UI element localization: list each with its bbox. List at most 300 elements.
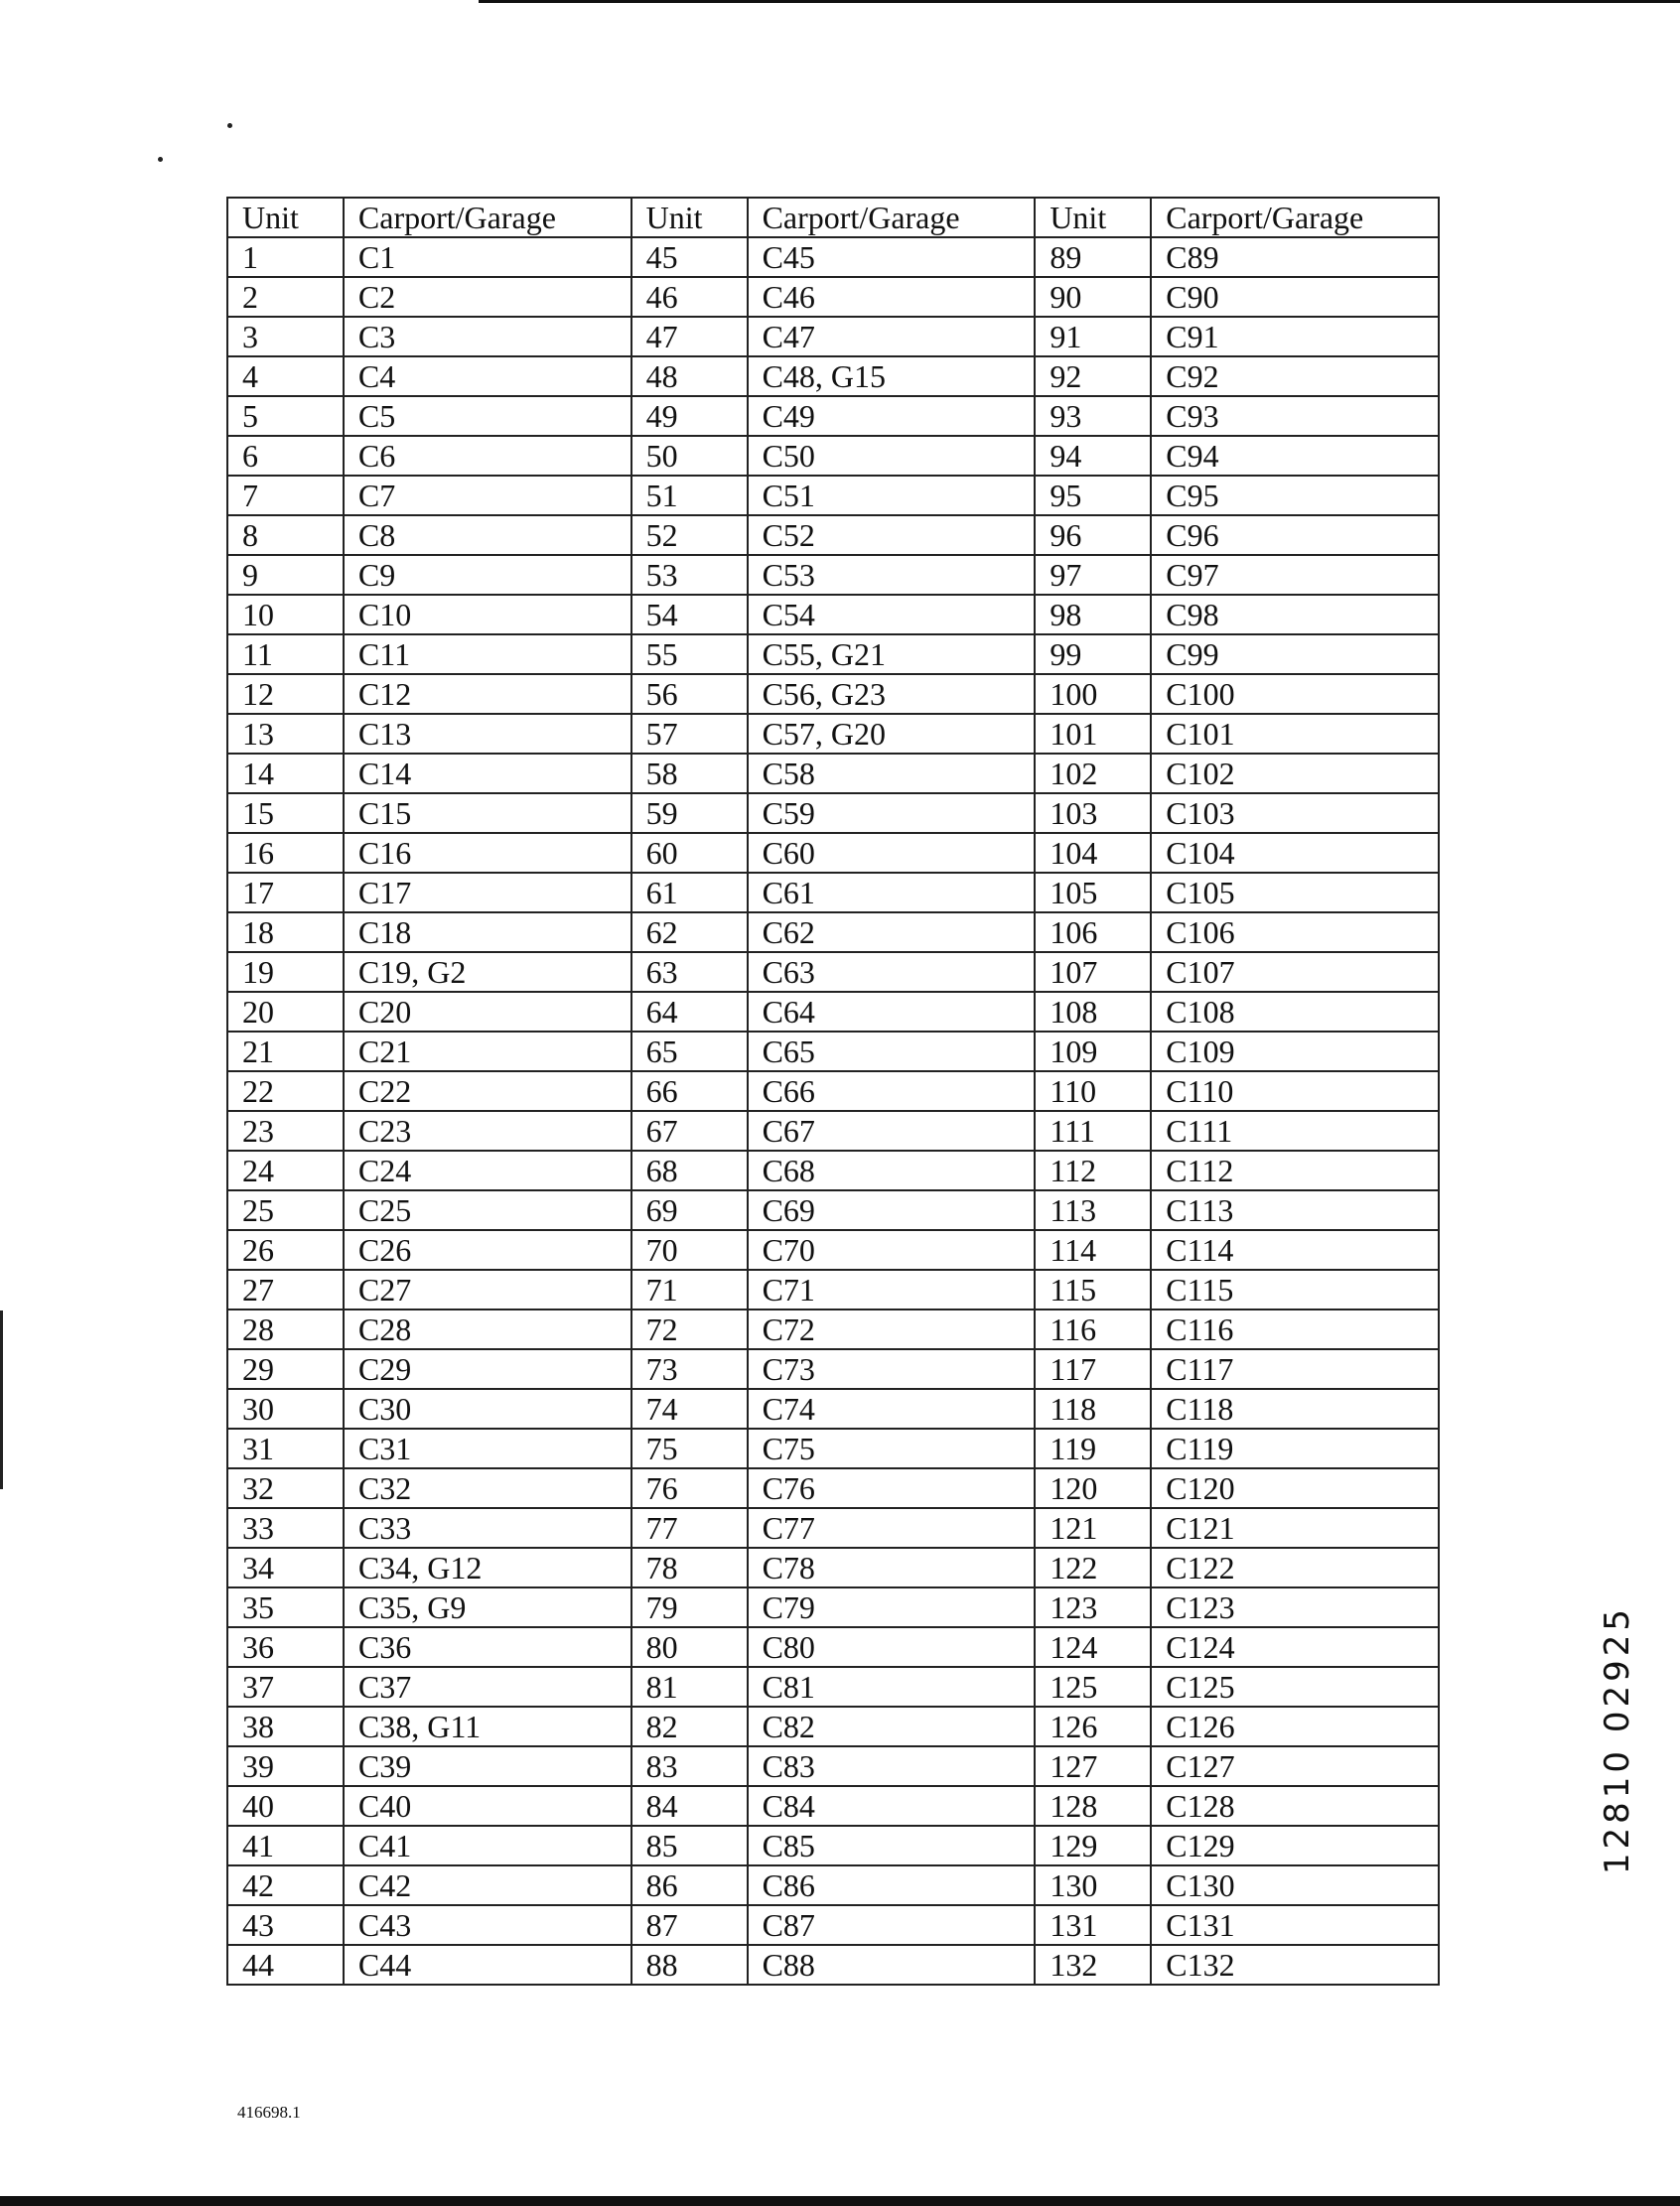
- carport-garage-cell: C48, G15: [748, 356, 1036, 396]
- carport-garage-cell: C14: [344, 754, 631, 793]
- carport-garage-cell: C103: [1151, 793, 1439, 833]
- table-row: [227, 754, 1439, 793]
- carport-garage-cell: C90: [1151, 277, 1439, 317]
- scan-speck: [158, 157, 163, 162]
- carport-garage-cell: C32: [344, 1468, 631, 1508]
- carport-garage-cell: C124: [1151, 1627, 1439, 1667]
- table-row: [227, 277, 1439, 317]
- unit-cell: 36: [227, 1627, 344, 1667]
- unit-cell: 99: [1035, 634, 1151, 674]
- table-row: [227, 1786, 1439, 1826]
- unit-cell: 34: [227, 1548, 344, 1587]
- carport-garage-cell: C71: [748, 1270, 1036, 1310]
- carport-garage-cell: C94: [1151, 436, 1439, 476]
- table-row: [227, 356, 1439, 396]
- carport-garage-cell: C117: [1151, 1349, 1439, 1389]
- table-row: [227, 674, 1439, 714]
- unit-cell: 40: [227, 1786, 344, 1826]
- unit-cell: 124: [1035, 1627, 1151, 1667]
- carport-garage-cell: C128: [1151, 1786, 1439, 1826]
- table-row: [227, 1905, 1439, 1945]
- unit-carport-table: [226, 197, 1440, 1986]
- unit-cell: 1: [227, 237, 344, 277]
- unit-cell: 116: [1035, 1310, 1151, 1349]
- carport-garage-cell: C49: [748, 396, 1036, 436]
- unit-cell: 59: [631, 793, 748, 833]
- carport-garage-cell: C29: [344, 1349, 631, 1389]
- unit-cell: 47: [631, 317, 748, 356]
- unit-cell: 77: [631, 1508, 748, 1548]
- unit-cell: 51: [631, 476, 748, 515]
- carport-garage-cell: C13: [344, 714, 631, 754]
- carport-garage-cell: C7: [344, 476, 631, 515]
- unit-cell: 10: [227, 595, 344, 634]
- scan-edge-mark: [0, 1310, 3, 1489]
- table-row: [227, 1865, 1439, 1905]
- table-row: [227, 595, 1439, 634]
- carport-garage-cell: C42: [344, 1865, 631, 1905]
- unit-cell: 83: [631, 1746, 748, 1786]
- unit-cell: 115: [1035, 1270, 1151, 1310]
- carport-garage-cell: C108: [1151, 992, 1439, 1032]
- carport-garage-cell: C63: [748, 952, 1036, 992]
- carport-garage-cell: C86: [748, 1865, 1036, 1905]
- carport-garage-cell: C19, G2: [344, 952, 631, 992]
- unit-cell: 132: [1035, 1945, 1151, 1985]
- carport-garage-cell: C95: [1151, 476, 1439, 515]
- carport-garage-cell: C106: [1151, 912, 1439, 952]
- table-row: [227, 436, 1439, 476]
- unit-cell: 32: [227, 1468, 344, 1508]
- unit-cell: 75: [631, 1429, 748, 1468]
- carport-garage-cell: C2: [344, 277, 631, 317]
- unit-cell: 125: [1035, 1667, 1151, 1707]
- carport-garage-cell: C100: [1151, 674, 1439, 714]
- unit-cell: 113: [1035, 1190, 1151, 1230]
- carport-garage-cell: C72: [748, 1310, 1036, 1349]
- unit-cell: 130: [1035, 1865, 1151, 1905]
- unit-cell: 126: [1035, 1707, 1151, 1746]
- unit-cell: 55: [631, 634, 748, 674]
- unit-cell: 14: [227, 754, 344, 793]
- unit-cell: 62: [631, 912, 748, 952]
- unit-cell: 7: [227, 476, 344, 515]
- header-carport-garage: Carport/Garage: [344, 198, 631, 237]
- carport-garage-cell: C41: [344, 1826, 631, 1865]
- unit-cell: 129: [1035, 1826, 1151, 1865]
- unit-cell: 96: [1035, 515, 1151, 555]
- table-row: [227, 476, 1439, 515]
- carport-garage-cell: C67: [748, 1111, 1036, 1151]
- unit-cell: 121: [1035, 1508, 1151, 1548]
- carport-garage-cell: C26: [344, 1230, 631, 1270]
- unit-cell: 103: [1035, 793, 1151, 833]
- unit-cell: 123: [1035, 1587, 1151, 1627]
- bottom-border-rule: [0, 2196, 1680, 2206]
- unit-cell: 98: [1035, 595, 1151, 634]
- table-row: [227, 1151, 1439, 1190]
- unit-cell: 110: [1035, 1071, 1151, 1111]
- carport-garage-cell: C109: [1151, 1032, 1439, 1071]
- unit-cell: 88: [631, 1945, 748, 1985]
- unit-cell: 76: [631, 1468, 748, 1508]
- carport-garage-cell: C30: [344, 1389, 631, 1429]
- unit-cell: 71: [631, 1270, 748, 1310]
- unit-cell: 89: [1035, 237, 1151, 277]
- unit-cell: 48: [631, 356, 748, 396]
- unit-cell: 49: [631, 396, 748, 436]
- unit-cell: 65: [631, 1032, 748, 1071]
- carport-garage-cell: C78: [748, 1548, 1036, 1587]
- unit-cell: 31: [227, 1429, 344, 1468]
- unit-cell: 35: [227, 1587, 344, 1627]
- table-row: [227, 1746, 1439, 1786]
- carport-garage-cell: C45: [748, 237, 1036, 277]
- carport-garage-cell: C99: [1151, 634, 1439, 674]
- unit-cell: 73: [631, 1349, 748, 1389]
- table-row: [227, 1429, 1439, 1468]
- carport-garage-cell: C96: [1151, 515, 1439, 555]
- carport-garage-cell: C56, G23: [748, 674, 1036, 714]
- carport-garage-cell: C70: [748, 1230, 1036, 1270]
- table-row: [227, 1190, 1439, 1230]
- carport-garage-cell: C69: [748, 1190, 1036, 1230]
- unit-cell: 39: [227, 1746, 344, 1786]
- carport-garage-cell: C113: [1151, 1190, 1439, 1230]
- unit-cell: 102: [1035, 754, 1151, 793]
- unit-cell: 107: [1035, 952, 1151, 992]
- carport-garage-cell: C101: [1151, 714, 1439, 754]
- carport-garage-cell: C59: [748, 793, 1036, 833]
- table-row: [227, 952, 1439, 992]
- unit-cell: 104: [1035, 833, 1151, 873]
- unit-cell: 13: [227, 714, 344, 754]
- carport-garage-cell: C47: [748, 317, 1036, 356]
- unit-cell: 42: [227, 1865, 344, 1905]
- carport-garage-cell: C50: [748, 436, 1036, 476]
- unit-cell: 50: [631, 436, 748, 476]
- carport-garage-cell: C51: [748, 476, 1036, 515]
- header-carport-garage: Carport/Garage: [1151, 198, 1439, 237]
- carport-garage-cell: C37: [344, 1667, 631, 1707]
- carport-garage-cell: C34, G12: [344, 1548, 631, 1587]
- carport-garage-cell: C3: [344, 317, 631, 356]
- carport-garage-cell: C107: [1151, 952, 1439, 992]
- carport-garage-cell: C62: [748, 912, 1036, 952]
- carport-garage-cell: C80: [748, 1627, 1036, 1667]
- carport-garage-cell: C6: [344, 436, 631, 476]
- unit-cell: 118: [1035, 1389, 1151, 1429]
- carport-garage-cell: C44: [344, 1945, 631, 1985]
- unit-cell: 54: [631, 595, 748, 634]
- carport-garage-cell: C9: [344, 555, 631, 595]
- carport-garage-cell: C33: [344, 1508, 631, 1548]
- table-row: [227, 1707, 1439, 1746]
- table-row: [227, 634, 1439, 674]
- unit-cell: 66: [631, 1071, 748, 1111]
- unit-cell: 81: [631, 1667, 748, 1707]
- unit-cell: 17: [227, 873, 344, 912]
- carport-garage-cell: C121: [1151, 1508, 1439, 1548]
- table-row: [227, 237, 1439, 277]
- carport-garage-cell: C54: [748, 595, 1036, 634]
- carport-garage-cell: C120: [1151, 1468, 1439, 1508]
- unit-cell: 120: [1035, 1468, 1151, 1508]
- table-body: [227, 198, 1439, 1985]
- unit-cell: 91: [1035, 317, 1151, 356]
- unit-cell: 86: [631, 1865, 748, 1905]
- carport-garage-cell: C25: [344, 1190, 631, 1230]
- carport-garage-cell: C82: [748, 1707, 1036, 1746]
- carport-garage-cell: C125: [1151, 1667, 1439, 1707]
- unit-cell: 45: [631, 237, 748, 277]
- carport-garage-cell: C122: [1151, 1548, 1439, 1587]
- carport-garage-cell: C46: [748, 277, 1036, 317]
- carport-garage-cell: C57, G20: [748, 714, 1036, 754]
- carport-garage-cell: C98: [1151, 595, 1439, 634]
- carport-garage-cell: C73: [748, 1349, 1036, 1389]
- table-row: [227, 1945, 1439, 1985]
- unit-cell: 114: [1035, 1230, 1151, 1270]
- unit-cell: 20: [227, 992, 344, 1032]
- carport-garage-cell: C60: [748, 833, 1036, 873]
- table-row: [227, 1468, 1439, 1508]
- unit-cell: 38: [227, 1707, 344, 1746]
- table-row: [227, 1230, 1439, 1270]
- unit-cell: 108: [1035, 992, 1151, 1032]
- carport-garage-cell: C58: [748, 754, 1036, 793]
- unit-cell: 46: [631, 277, 748, 317]
- carport-garage-cell: C119: [1151, 1429, 1439, 1468]
- carport-garage-cell: C38, G11: [344, 1707, 631, 1746]
- table-row: [227, 396, 1439, 436]
- table-row: [227, 1508, 1439, 1548]
- unit-cell: 11: [227, 634, 344, 674]
- carport-garage-cell: C116: [1151, 1310, 1439, 1349]
- table-row: [227, 1310, 1439, 1349]
- unit-cell: 68: [631, 1151, 748, 1190]
- unit-cell: 60: [631, 833, 748, 873]
- unit-cell: 79: [631, 1587, 748, 1627]
- unit-cell: 5: [227, 396, 344, 436]
- table-row: [227, 1389, 1439, 1429]
- carport-garage-cell: C102: [1151, 754, 1439, 793]
- table-row: [227, 1270, 1439, 1310]
- carport-garage-cell: C20: [344, 992, 631, 1032]
- unit-cell: 92: [1035, 356, 1151, 396]
- carport-garage-cell: C12: [344, 674, 631, 714]
- header-carport-garage: Carport/Garage: [748, 198, 1036, 237]
- carport-garage-cell: C40: [344, 1786, 631, 1826]
- carport-garage-cell: C75: [748, 1429, 1036, 1468]
- carport-garage-cell: C79: [748, 1587, 1036, 1627]
- document-id: 416698.1: [237, 2103, 301, 2122]
- unit-cell: 24: [227, 1151, 344, 1190]
- unit-cell: 37: [227, 1667, 344, 1707]
- unit-cell: 30: [227, 1389, 344, 1429]
- unit-cell: 4: [227, 356, 344, 396]
- unit-cell: 53: [631, 555, 748, 595]
- carport-garage-cell: C77: [748, 1508, 1036, 1548]
- table-row: [227, 1032, 1439, 1071]
- unit-cell: 67: [631, 1111, 748, 1151]
- table-row: [227, 1826, 1439, 1865]
- carport-garage-cell: C35, G9: [344, 1587, 631, 1627]
- table-row: [227, 1071, 1439, 1111]
- carport-garage-cell: C36: [344, 1627, 631, 1667]
- carport-garage-cell: C92: [1151, 356, 1439, 396]
- table-row: [227, 1627, 1439, 1667]
- scan-speck: [227, 123, 232, 128]
- carport-garage-cell: C21: [344, 1032, 631, 1071]
- carport-garage-cell: C22: [344, 1071, 631, 1111]
- carport-garage-cell: C87: [748, 1905, 1036, 1945]
- unit-cell: 78: [631, 1548, 748, 1587]
- carport-garage-cell: C4: [344, 356, 631, 396]
- bates-number: 12810 02925: [1598, 1605, 1637, 1875]
- carport-garage-cell: C18: [344, 912, 631, 952]
- carport-garage-cell: C76: [748, 1468, 1036, 1508]
- unit-cell: 2: [227, 277, 344, 317]
- carport-garage-cell: C24: [344, 1151, 631, 1190]
- unit-cell: 26: [227, 1230, 344, 1270]
- carport-garage-cell: C89: [1151, 237, 1439, 277]
- unit-cell: 41: [227, 1826, 344, 1865]
- unit-cell: 8: [227, 515, 344, 555]
- unit-cell: 131: [1035, 1905, 1151, 1945]
- unit-cell: 80: [631, 1627, 748, 1667]
- carport-garage-cell: C83: [748, 1746, 1036, 1786]
- carport-garage-cell: C31: [344, 1429, 631, 1468]
- table-row: [227, 873, 1439, 912]
- unit-cell: 90: [1035, 277, 1151, 317]
- unit-cell: 69: [631, 1190, 748, 1230]
- carport-garage-cell: C111: [1151, 1111, 1439, 1151]
- unit-cell: 52: [631, 515, 748, 555]
- unit-cell: 58: [631, 754, 748, 793]
- unit-cell: 61: [631, 873, 748, 912]
- unit-cell: 18: [227, 912, 344, 952]
- unit-cell: 105: [1035, 873, 1151, 912]
- carport-garage-cell: C129: [1151, 1826, 1439, 1865]
- carport-garage-cell: C74: [748, 1389, 1036, 1429]
- carport-garage-cell: C104: [1151, 833, 1439, 873]
- table-row: [227, 1548, 1439, 1587]
- carport-garage-cell: C65: [748, 1032, 1036, 1071]
- header-unit: Unit: [227, 198, 344, 237]
- carport-garage-cell: C123: [1151, 1587, 1439, 1627]
- unit-cell: 82: [631, 1707, 748, 1746]
- carport-garage-cell: C68: [748, 1151, 1036, 1190]
- unit-cell: 100: [1035, 674, 1151, 714]
- carport-garage-cell: C39: [344, 1746, 631, 1786]
- unit-cell: 106: [1035, 912, 1151, 952]
- unit-cell: 33: [227, 1508, 344, 1548]
- carport-garage-cell: C23: [344, 1111, 631, 1151]
- unit-cell: 16: [227, 833, 344, 873]
- unit-cell: 74: [631, 1389, 748, 1429]
- table-row: [227, 515, 1439, 555]
- unit-cell: 111: [1035, 1111, 1151, 1151]
- unit-cell: 43: [227, 1905, 344, 1945]
- table-row: [227, 793, 1439, 833]
- unit-cell: 101: [1035, 714, 1151, 754]
- unit-cell: 12: [227, 674, 344, 714]
- carport-garage-cell: C110: [1151, 1071, 1439, 1111]
- unit-cell: 119: [1035, 1429, 1151, 1468]
- carport-garage-cell: C1: [344, 237, 631, 277]
- unit-cell: 117: [1035, 1349, 1151, 1389]
- carport-garage-cell: C93: [1151, 396, 1439, 436]
- unit-cell: 93: [1035, 396, 1151, 436]
- unit-cell: 112: [1035, 1151, 1151, 1190]
- unit-cell: 3: [227, 317, 344, 356]
- carport-garage-cell: C16: [344, 833, 631, 873]
- unit-cell: 85: [631, 1826, 748, 1865]
- carport-garage-cell: C64: [748, 992, 1036, 1032]
- carport-garage-cell: C85: [748, 1826, 1036, 1865]
- table-row: [227, 1349, 1439, 1389]
- carport-garage-cell: C126: [1151, 1707, 1439, 1746]
- carport-garage-cell: C10: [344, 595, 631, 634]
- carport-garage-cell: C114: [1151, 1230, 1439, 1270]
- carport-garage-cell: C55, G21: [748, 634, 1036, 674]
- carport-garage-cell: C5: [344, 396, 631, 436]
- unit-cell: 56: [631, 674, 748, 714]
- carport-garage-cell: C52: [748, 515, 1036, 555]
- header-unit: Unit: [1035, 198, 1151, 237]
- unit-cell: 44: [227, 1945, 344, 1985]
- carport-garage-cell: C53: [748, 555, 1036, 595]
- unit-cell: 63: [631, 952, 748, 992]
- carport-garage-cell: C17: [344, 873, 631, 912]
- unit-cell: 94: [1035, 436, 1151, 476]
- carport-garage-cell: C43: [344, 1905, 631, 1945]
- carport-garage-cell: C127: [1151, 1746, 1439, 1786]
- carport-garage-cell: C8: [344, 515, 631, 555]
- unit-cell: 29: [227, 1349, 344, 1389]
- carport-garage-cell: C112: [1151, 1151, 1439, 1190]
- unit-cell: 9: [227, 555, 344, 595]
- table-row: [227, 1111, 1439, 1151]
- unit-cell: 109: [1035, 1032, 1151, 1071]
- carport-garage-cell: C132: [1151, 1945, 1439, 1985]
- unit-cell: 122: [1035, 1548, 1151, 1587]
- carport-garage-cell: C11: [344, 634, 631, 674]
- carport-garage-cell: C81: [748, 1667, 1036, 1707]
- carport-garage-cell: C97: [1151, 555, 1439, 595]
- carport-garage-cell: C27: [344, 1270, 631, 1310]
- unit-cell: 6: [227, 436, 344, 476]
- carport-garage-cell: C130: [1151, 1865, 1439, 1905]
- table-header-row: [227, 198, 1439, 237]
- unit-cell: 21: [227, 1032, 344, 1071]
- unit-cell: 84: [631, 1786, 748, 1826]
- unit-cell: 97: [1035, 555, 1151, 595]
- unit-cell: 87: [631, 1905, 748, 1945]
- unit-cell: 128: [1035, 1786, 1151, 1826]
- table-row: [227, 317, 1439, 356]
- table-row: [227, 1667, 1439, 1707]
- carport-garage-cell: C88: [748, 1945, 1036, 1985]
- unit-cell: 127: [1035, 1746, 1151, 1786]
- unit-cell: 64: [631, 992, 748, 1032]
- table-row: [227, 912, 1439, 952]
- carport-garage-cell: C28: [344, 1310, 631, 1349]
- carport-garage-cell: C131: [1151, 1905, 1439, 1945]
- unit-cell: 27: [227, 1270, 344, 1310]
- unit-cell: 25: [227, 1190, 344, 1230]
